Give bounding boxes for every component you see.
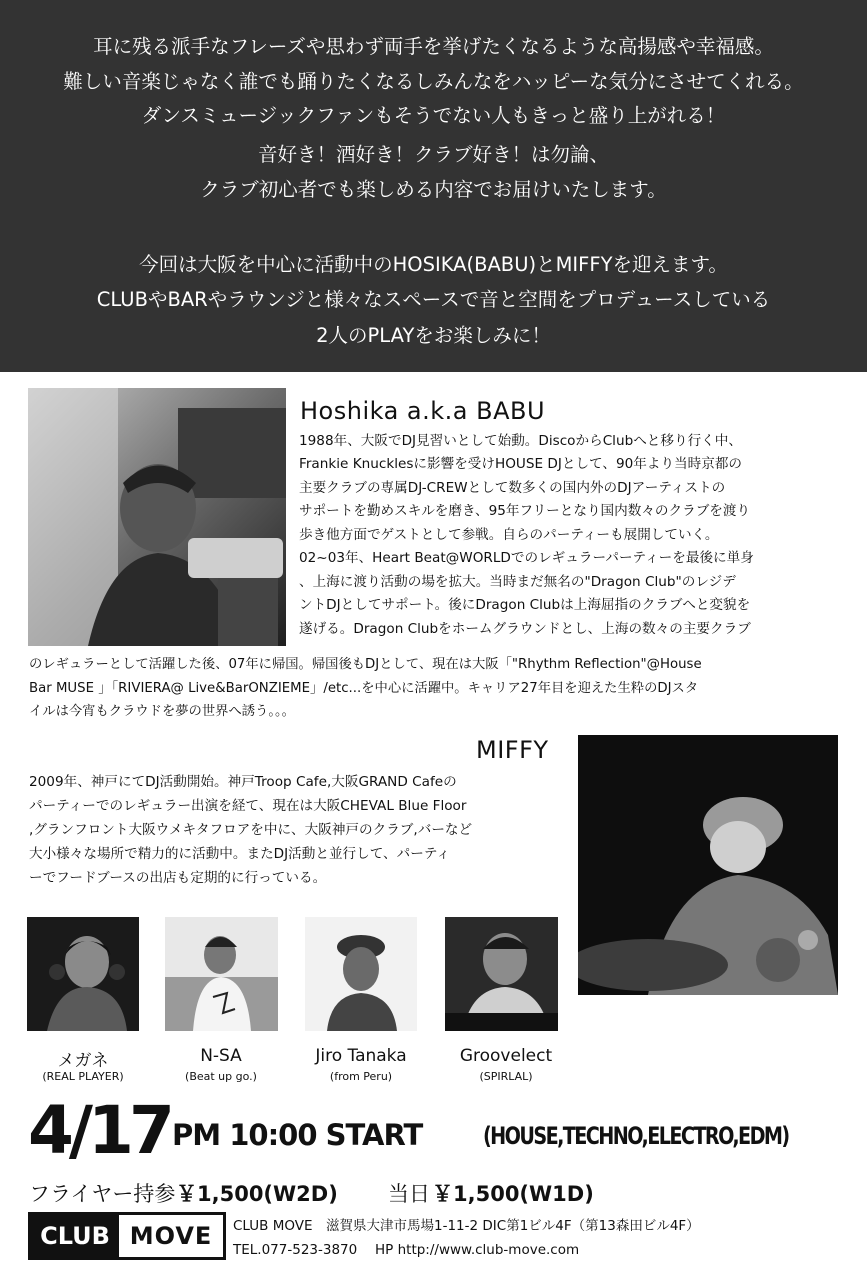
intro-line: 2人のPLAYをお楽しみに！ <box>316 324 551 347</box>
babu-bio-line: 02~03年、Heart Beat@WORLDでのレギュラーパーティーを最後に単身 <box>299 550 754 566</box>
event-genre: (HOUSE,TECHNO,ELECTRO,EDM) <box>483 1122 789 1150</box>
event-date: 4/17 <box>28 1092 170 1169</box>
babu-bio-line: 歩き他方面でゲストとして参戦。自らのパーティーも展開していく。 <box>299 527 719 543</box>
intro-line: CLUBやBARやラウンジと様々なスペースで音と空間をプロデュースしている <box>96 288 771 311</box>
miffy-bio-line: パーティーでのレギュラー出演を経て、現在は大阪CHEVAL Blue Floor <box>29 798 467 814</box>
dj-affiliation: (REAL PLAYER) <box>42 1070 124 1083</box>
dj-photo-n-sa <box>165 917 278 1031</box>
venue-address: CLUB MOVE 滋賀県大津市馬場1-11-2 DIC第1ビル4F（第13森田ビル4F） <box>233 1218 700 1234</box>
dj-photo-jiro-tanaka <box>305 917 417 1031</box>
dj-name: メガネ <box>57 1051 109 1071</box>
dj-name: N-SA <box>200 1046 242 1066</box>
venue-contact: TEL.077-523-3870 HP http://www.club-move.com <box>233 1242 580 1258</box>
price-door-label: 当日 <box>388 1182 430 1206</box>
babu-bio-line: イルは今宵もクラウドを夢の世界へ誘う。。。 <box>29 704 295 719</box>
price-flyer-label: フライヤー持参 <box>29 1182 176 1206</box>
logo-move-text: MOVE <box>129 1222 213 1250</box>
babu-bio-line: 遂げる。Dragon Clubをホームグラウンドとし、上海の数々の主要クラブ <box>299 621 751 637</box>
miffy-name: MIFFY <box>476 736 549 764</box>
dj-affiliation: (Beat up go.) <box>185 1070 257 1083</box>
babu-bio-line: サポートを勤めスキルを磨き、95年フリーとなり国内数々のクラブを渡り <box>299 503 751 519</box>
babu-bio-line: 、上海に渡り活動の場を拡大。当時まだ無名の"Dragon Club"のレジデ <box>299 574 736 590</box>
miffy-bio-line: 大小様々な場所で精力的に活動中。またDJ活動と並行して、パーティ <box>29 846 450 862</box>
club-move-logo <box>28 1212 226 1260</box>
miffy-bio-line: ーでフードブースの出店も定期的に行っている。 <box>29 870 327 886</box>
intro-panel <box>0 0 867 372</box>
price-flyer <box>176 1178 338 1208</box>
dj-affiliation: (from Peru) <box>329 1070 393 1083</box>
miffy-bio-line: ,グランフロント大阪ウメキタフロアを中に、大阪神戸のクラブ,バーなど <box>29 822 473 838</box>
babu-photo <box>28 388 286 646</box>
dj-photo-groovelect <box>445 917 558 1031</box>
babu-bio-line: Frankie Knucklesに影響を受けHOUSE DJとして、90年より当時京都の <box>299 456 743 472</box>
dj-photo-megane <box>27 917 139 1031</box>
price-flyer-value: ￥1,500(W2D) <box>176 1182 338 1206</box>
babu-bio-line: ントDJとしてサポート。後にDragon Clubは上海屈指のクラブへと変貌を <box>299 597 751 613</box>
dj-affiliation: (SPIRLAL) <box>479 1070 533 1083</box>
babu-bio-line: Bar MUSE 」「RIVIERA@ Live&BarONZIEME」/etc...を中心に活躍中。キャリア27年目を迎えた生粋のDJスタ <box>29 681 699 696</box>
intro-line: 今回は大阪を中心に活動中のHOSIKA(BABU)とMIFFYを迎えます。 <box>139 253 728 276</box>
babu-bio-line: のレギュラーとして活躍した後、07年に帰国。帰国後もDJとして、現在は大阪「"Rhythm Reflection"@House <box>29 657 702 672</box>
price-door-value: ￥1,500(W1D) <box>432 1182 594 1206</box>
intro-line: ダンスミュージックファンもそうでない人もきっと盛り上がれる！ <box>141 104 726 127</box>
intro-line: クラブ初心者でも楽しめる内容でお届けいたします。 <box>200 178 667 201</box>
babu-bio-line: 1988年、大阪でDJ見習いとして始動。DiscoからClubへと移り行く中、 <box>299 433 742 449</box>
dj-name: Jiro Tanaka <box>315 1046 407 1066</box>
babu-name: Hoshika a.k.a BABU <box>300 397 546 425</box>
intro-line: 耳に残る派手なフレーズや思わず両手を挙げたくなるような高揚感や幸福感。 <box>93 35 774 58</box>
intro-line: 難しい音楽じゃなく誰でも踊りたくなるしみんなをハッピーな気分にさせてくれる。 <box>63 70 804 93</box>
logo-club-text: CLUB <box>31 1215 119 1257</box>
miffy-photo <box>578 735 838 995</box>
event-time: PM 10:00 START <box>172 1118 423 1152</box>
babu-bio-line: 主要クラブの専属DJ-CREWとして数多くの国内外のDJアーティストの <box>299 480 726 496</box>
miffy-bio-line: 2009年、神戸にてDJ活動開始。神戸Troop Cafe,大阪GRAND Cafeの <box>29 774 457 790</box>
intro-line: 音好き！酒好き！クラブ好き！は勿論、 <box>257 143 609 166</box>
price-door <box>432 1178 594 1208</box>
dj-name: Groovelect <box>459 1046 553 1066</box>
